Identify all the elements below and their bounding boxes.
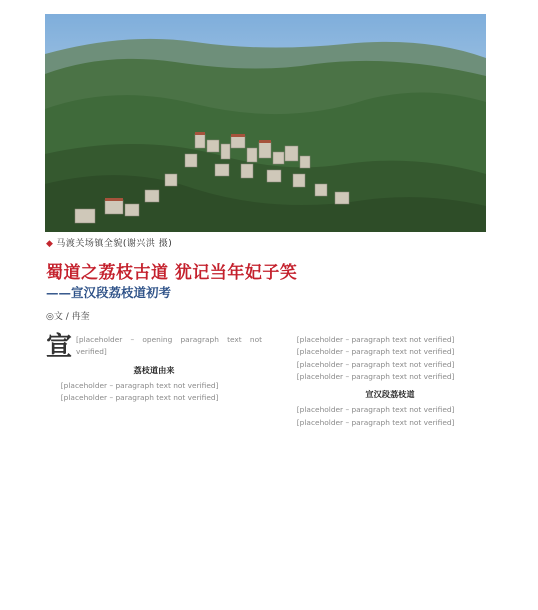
photo-caption bbox=[46, 236, 346, 249]
body-paragraph: [placeholder – paragraph text not verified] bbox=[296, 371, 455, 381]
lead-paragraph bbox=[46, 332, 262, 362]
byline: ◎文 / 冉奎 bbox=[46, 312, 90, 322]
body-paragraph: [placeholder – paragraph text not verified] bbox=[296, 417, 455, 427]
caption-text: 马渡关场镇全貌(谢兴洪 摄) bbox=[56, 239, 173, 249]
town-panorama-image bbox=[45, 14, 486, 232]
section-heading-xuanhan: 宣汉段荔枝道 bbox=[365, 389, 415, 400]
caption-marker-icon: ◆ bbox=[46, 239, 54, 249]
body-paragraph: [placeholder – paragraph text not verified] bbox=[296, 359, 455, 369]
article-title: 蜀道之荔枝古道 犹记当年妃子笑 bbox=[46, 263, 298, 283]
town-panorama-photo bbox=[45, 14, 486, 232]
drop-cap: 宣 bbox=[46, 332, 73, 362]
body-paragraph: [placeholder – paragraph text not verified] bbox=[60, 393, 219, 403]
right-column bbox=[282, 334, 498, 429]
body-paragraph: [placeholder – paragraph text not verified] bbox=[60, 380, 219, 390]
body-paragraph: [placeholder – paragraph text not verified] bbox=[296, 335, 455, 344]
left-column bbox=[46, 334, 262, 404]
body-paragraph: [placeholder – paragraph text not verified] bbox=[296, 405, 455, 415]
body-paragraph: [placeholder – paragraph text not verified] bbox=[296, 347, 455, 357]
section-heading-origin: 荔枝道由来 bbox=[133, 364, 175, 375]
lead-text: [placeholder – opening paragraph text not verified] bbox=[76, 335, 262, 357]
article-subtitle: ——宣汉段荔枝道初考 bbox=[46, 285, 172, 300]
